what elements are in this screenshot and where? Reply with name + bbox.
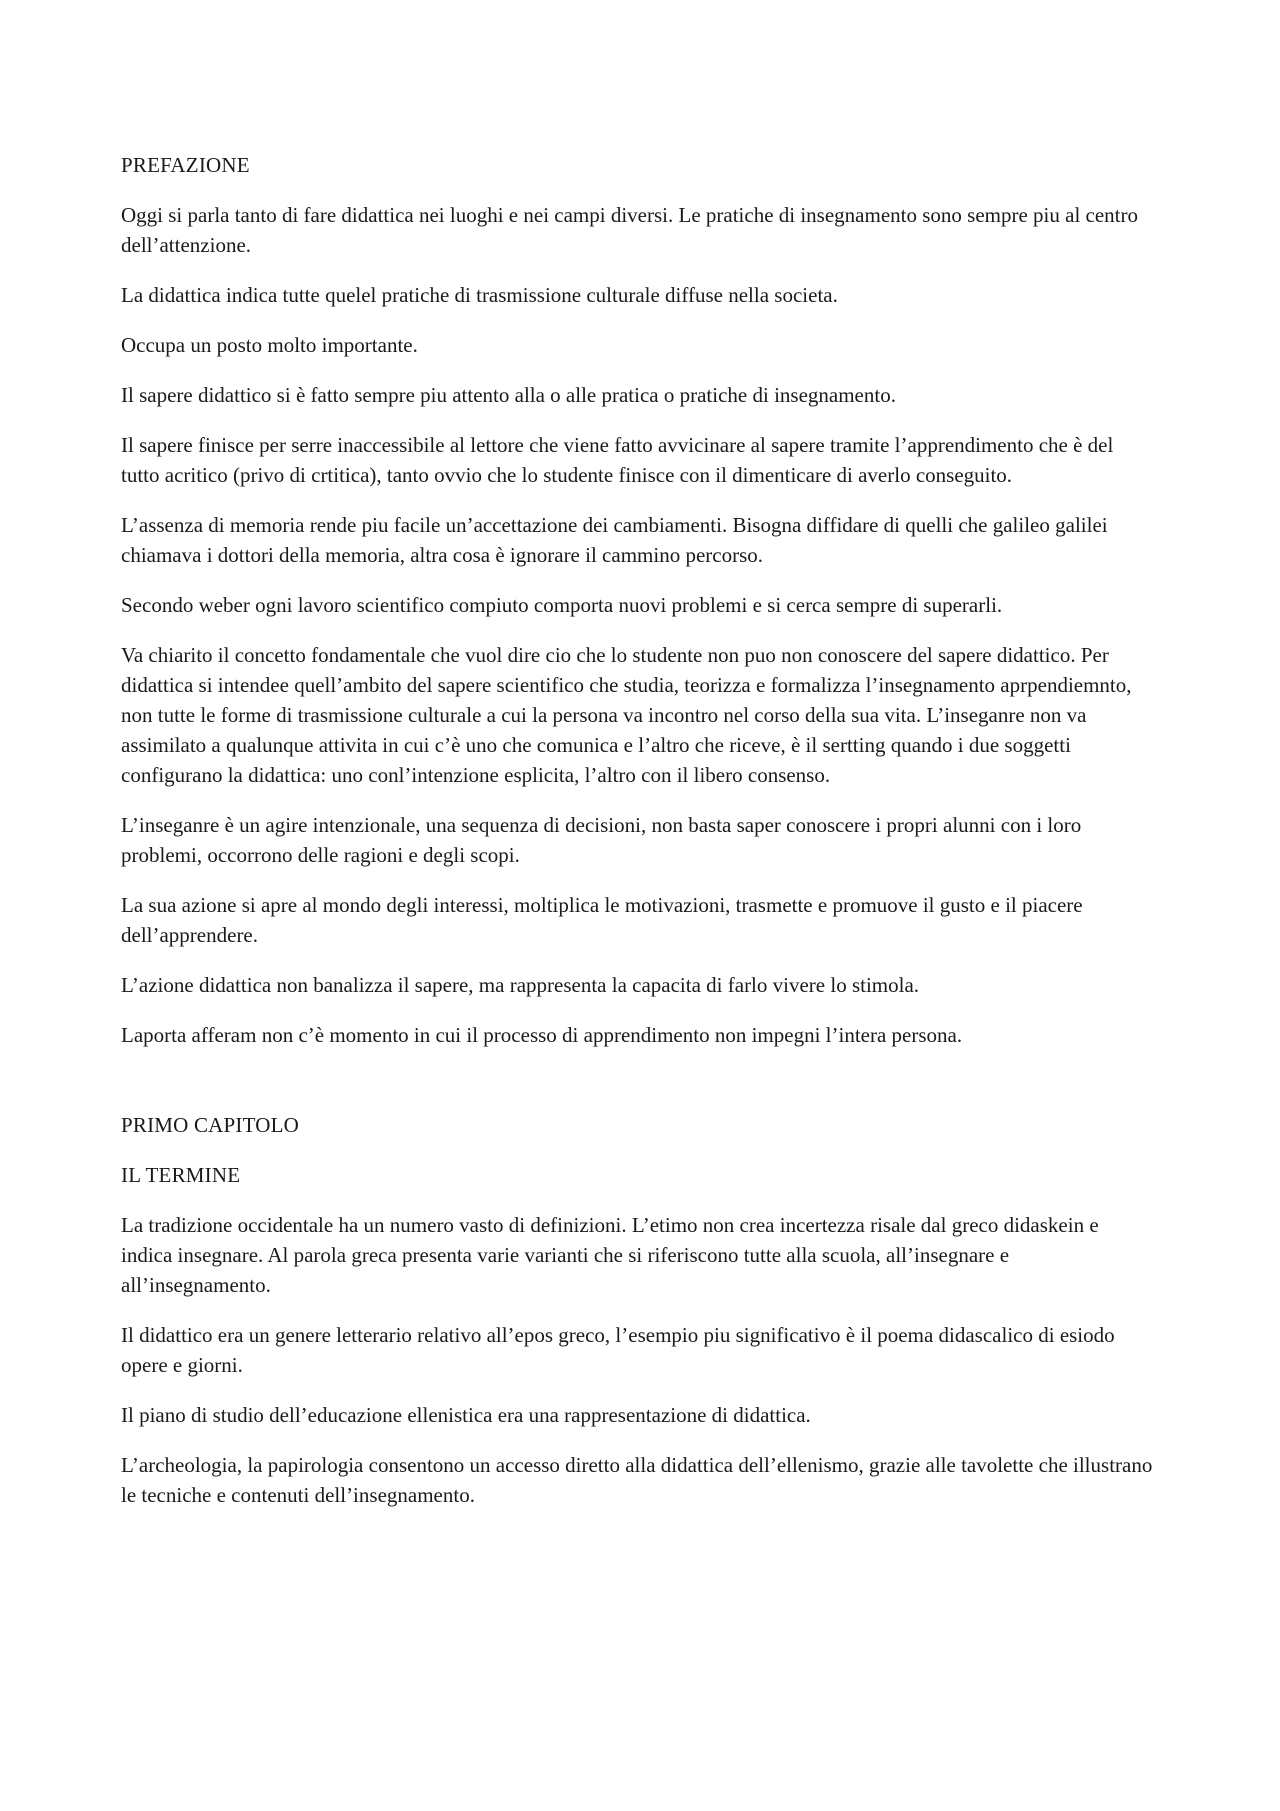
paragraph: L’azione didattica non banalizza il sapere, ma rappresenta la capacita di farlo vivere lo stimola. (121, 973, 920, 997)
paragraph: Occupa un posto molto importante. (121, 333, 418, 357)
paragraph: Secondo weber ogni lavoro scientifico compiuto comporta nuovi problemi e si cerca sempre di superarli. (121, 593, 1003, 617)
paragraph: L’archeologia, la papirologia consentono un accesso diretto alla didattica dell’ellenismo, grazie alle tavolette che illustrano le tecniche e contenuti dell’insegnamento. (121, 1453, 1153, 1507)
paragraph: Il sapere finisce per serre inaccessibile al lettore che viene fatto avvicinare al sapere tramite l’apprendimento che è del tutto acritico (privo di crtitica), tanto ovvio che lo studente finisce con il dimenticare di averlo conseguito. (121, 433, 1114, 487)
section-spacer (121, 1070, 1154, 1110)
paragraph: Oggi si parla tanto di fare didattica nei luoghi e nei campi diversi. Le pratiche di insegnamento sono sempre piu al centro dell’attenzione. (121, 203, 1139, 257)
paragraph: La sua azione si apre al mondo degli interessi, moltiplica le motivazioni, trasmette e promuove il gusto e il piacere dell’apprendere. (121, 893, 1083, 947)
paragraph: La tradizione occidentale ha un numero vasto di definizioni. L’etimo non crea incertezza risale dal greco didaskein e indica insegnare. Al parola greca presenta varie varianti che si riferiscono tutte alla scuola, all’insegnare e all’insegnamento. (121, 1213, 1099, 1297)
chapter-heading: PRIMO CAPITOLO (121, 1113, 300, 1137)
chapter-subheading: IL TERMINE (121, 1163, 241, 1187)
paragraph: Il sapere didattico si è fatto sempre piu attento alla o alle pratica o pratiche di insegnamento. (121, 383, 896, 407)
paragraph: Laporta afferam non c’è momento in cui il processo di apprendimento non impegni l’intera persona. (121, 1023, 963, 1047)
paragraph: Il didattico era un genere letterario relativo all’epos greco, l’esempio piu significativo è il poema didascalico di esiodo opere e giorni. (121, 1323, 1115, 1377)
paragraph: Va chiarito il concetto fondamentale che vuol dire cio che lo studente non puo non conoscere del sapere didattico. Per didattica si intendee quell’ambito del sapere scientifico che studia, teorizza e formalizza l’insegnamento aprpendiemnto, non tutte le forme di trasmissione culturale a cui la persona va incontro nel corso della sua vita. L’inseganre non va assimilato a qualunque attivita in cui c’è uno che comunica e l’altro che riceve, è il sertting quando i due soggetti configurano la didattica: uno conl’intenzione esplicita, l’altro con il libero consenso. (121, 643, 1132, 787)
paragraph: L’inseganre è un agire intenzionale, una sequenza di decisioni, non basta saper conoscere i propri alunni con i loro problemi, occorrono delle ragioni e degli scopi. (121, 813, 1082, 867)
paragraph: Il piano di studio dell’educazione ellenistica era una rappresentazione di didattica. (121, 1403, 811, 1427)
paragraph: L’assenza di memoria rende piu facile un’accettazione dei cambiamenti. Bisogna diffidare di quelli che galileo galilei chiamava i dottori della memoria, altra cosa è ignorare il cammino percorso. (121, 513, 1108, 567)
preface-heading: PREFAZIONE (121, 153, 250, 177)
paragraph: La didattica indica tutte quelel pratiche di trasmissione culturale diffuse nella societa. (121, 283, 838, 307)
